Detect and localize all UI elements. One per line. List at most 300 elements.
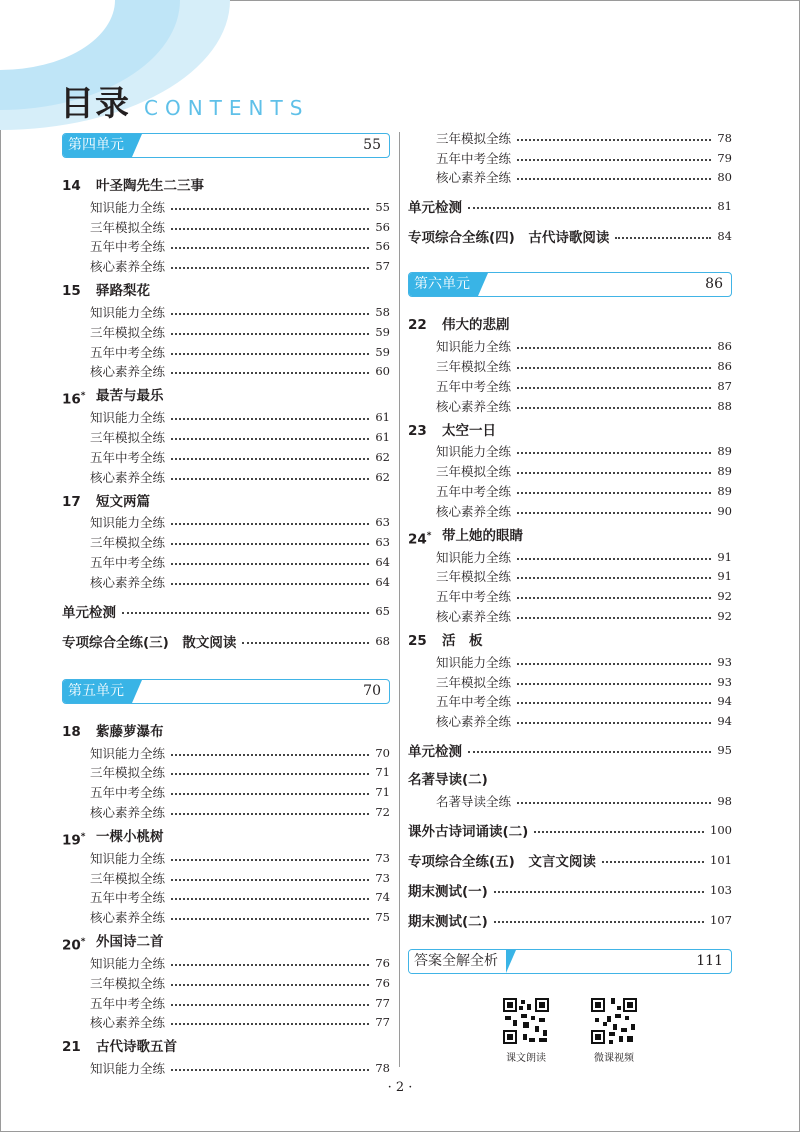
lesson-number: 20* <box>62 937 86 954</box>
entry-label: 五年中考全练 <box>436 378 512 394</box>
entry-page: 78 <box>375 1061 390 1076</box>
leader-dots <box>171 267 369 269</box>
entry-page: 76 <box>375 956 390 971</box>
entry-label: 核心素养全练 <box>90 259 166 275</box>
leader-dots <box>242 642 369 644</box>
toc-entry[interactable] <box>62 467 390 487</box>
entry-page: 65 <box>375 603 390 618</box>
lesson-14 <box>62 175 390 276</box>
entry-page: 94 <box>717 694 732 709</box>
leader-dots <box>494 891 704 893</box>
entry-label: 期末测试(二) <box>408 913 488 930</box>
entry-label: 核心素养全练 <box>90 469 166 485</box>
entry-label: 三年模拟全练 <box>436 569 512 585</box>
final-test-1[interactable] <box>408 879 732 901</box>
entry-label: 五年中考全练 <box>436 694 512 710</box>
entry-page: 92 <box>717 589 732 604</box>
entry-page: 61 <box>375 410 390 425</box>
lesson-number: 15 <box>62 283 81 300</box>
entry-label: 五年中考全练 <box>90 890 166 906</box>
qr-reading[interactable] <box>500 996 552 1066</box>
entry-page: 88 <box>717 398 732 413</box>
leader-dots <box>171 773 369 775</box>
qr-label: 课文朗读 <box>506 1053 546 1064</box>
toc-entry[interactable] <box>408 672 732 692</box>
entry-label: 单元检测 <box>408 200 462 217</box>
lesson-title[interactable] <box>62 385 390 407</box>
lesson-title[interactable] <box>62 931 390 953</box>
entry-label: 核心素养全练 <box>436 714 512 730</box>
toc-entry[interactable] <box>408 547 732 567</box>
leader-dots <box>468 207 711 209</box>
unit-label: 第四单元 <box>63 134 132 157</box>
lesson-title[interactable] <box>408 525 732 547</box>
leader-dots <box>171 984 369 986</box>
leader-dots <box>171 1023 369 1025</box>
lesson-17 <box>62 491 390 592</box>
toc-entry[interactable] <box>408 336 732 356</box>
entry-page: 71 <box>375 785 390 800</box>
lesson-25 <box>408 630 732 731</box>
toc-entry[interactable] <box>408 692 732 712</box>
leader-dots <box>517 407 711 409</box>
toc-entry[interactable] <box>408 567 732 587</box>
toc-entry[interactable] <box>408 501 732 521</box>
unit-test-entry[interactable] <box>62 600 390 622</box>
entry-page: 86 <box>717 359 732 374</box>
toc-entry[interactable] <box>62 362 390 382</box>
entry-page: 70 <box>375 745 390 760</box>
lesson-name: 短文两篇 <box>96 493 150 510</box>
entry-page: 81 <box>717 199 732 214</box>
unit-label: 第五单元 <box>63 680 132 703</box>
entry-page: 91 <box>717 569 732 584</box>
entry-page: 76 <box>375 975 390 990</box>
leader-dots <box>171 793 369 795</box>
toc-entry[interactable] <box>62 513 390 533</box>
toc-entry[interactable] <box>408 128 732 148</box>
toc-entry[interactable] <box>408 148 732 168</box>
entry-label: 核心素养全练 <box>436 609 512 625</box>
unit-header-4[interactable] <box>62 133 390 158</box>
entry-page: 79 <box>717 150 732 165</box>
toc-entry[interactable] <box>408 606 732 626</box>
leader-dots <box>171 333 369 335</box>
entry-page: 84 <box>717 229 732 244</box>
qr-label: 微课视频 <box>594 1053 634 1064</box>
leader-dots <box>517 178 711 180</box>
entry-page: 94 <box>717 714 732 729</box>
lesson-number: 22 <box>408 317 427 334</box>
entry-page: 77 <box>375 1015 390 1030</box>
entry-label: 三年模拟全练 <box>436 130 512 146</box>
toc-entry[interactable] <box>408 711 732 731</box>
lesson-number: 18 <box>62 723 81 740</box>
entry-page: 89 <box>717 464 732 479</box>
toc-entry[interactable] <box>408 461 732 481</box>
entry-page: 100 <box>710 822 732 837</box>
entry-page: 98 <box>717 794 732 809</box>
toc-entry[interactable] <box>62 782 390 802</box>
lesson-name: 古代诗歌五首 <box>96 1039 177 1056</box>
entry-page: 75 <box>375 910 390 925</box>
lesson-name: 一棵小桃树 <box>96 828 164 845</box>
leader-dots <box>171 247 369 249</box>
toc-entry[interactable] <box>62 993 390 1013</box>
toc-entry[interactable] <box>62 1058 390 1078</box>
entry-page: 55 <box>375 199 390 214</box>
unit-header-5[interactable] <box>62 679 390 704</box>
entry-label: 核心素养全练 <box>436 398 512 414</box>
entry-label: 核心素养全练 <box>436 170 512 186</box>
answers-header[interactable] <box>408 949 732 974</box>
entry-label: 五年中考全练 <box>90 555 166 571</box>
entry-label: 核心素养全练 <box>90 574 166 590</box>
entry-label: 知识能力全练 <box>90 410 166 426</box>
leader-dots <box>171 478 369 480</box>
leader-dots <box>517 139 711 141</box>
entry-label: 课外古诗词诵读(二) <box>408 823 529 840</box>
lesson-number: 25 <box>408 632 427 649</box>
toc-entry[interactable] <box>62 447 390 467</box>
entry-page: 64 <box>375 574 390 589</box>
page-header <box>60 76 310 124</box>
entry-page: 80 <box>717 170 732 185</box>
leader-dots <box>517 702 711 704</box>
leader-dots <box>171 754 369 756</box>
lesson-19 <box>62 826 390 927</box>
lesson-16 <box>62 385 390 486</box>
lesson-name: 最苦与最乐 <box>96 388 164 405</box>
toc-entry[interactable] <box>62 953 390 973</box>
entry-page: 73 <box>375 850 390 865</box>
final-test-2[interactable] <box>408 909 732 931</box>
entry-page: 93 <box>717 674 732 689</box>
entry-label: 核心素养全练 <box>90 910 166 926</box>
lesson-name: 名著导读(二) <box>408 772 488 789</box>
special-practice-4[interactable] <box>408 225 732 247</box>
lesson-name: 外国诗二首 <box>96 934 164 951</box>
lesson-name: 叶圣陶先生二三事 <box>96 178 204 194</box>
lesson-title[interactable] <box>408 630 732 652</box>
entry-page: 64 <box>375 555 390 570</box>
entry-label: 单元检测 <box>62 604 116 621</box>
toc-entry[interactable] <box>62 256 390 276</box>
leader-dots <box>171 372 369 374</box>
entry-label: 三年模拟全练 <box>90 870 166 886</box>
toc-entry[interactable] <box>62 217 390 237</box>
page-subtitle: CONTENTS <box>144 96 310 120</box>
leader-dots <box>171 438 369 440</box>
special-practice-5[interactable] <box>408 849 732 871</box>
unit-page: 86 <box>705 276 723 293</box>
entry-page: 86 <box>717 339 732 354</box>
leader-dots <box>517 512 711 514</box>
toc-entry[interactable] <box>62 552 390 572</box>
entry-page: 90 <box>717 503 732 518</box>
toc-entry[interactable] <box>62 973 390 993</box>
qr-video[interactable] <box>588 996 640 1066</box>
entry-label: 三年模拟全练 <box>90 324 166 340</box>
leader-dots <box>517 347 711 349</box>
entry-page: 93 <box>717 654 732 669</box>
entry-page: 107 <box>710 912 732 927</box>
toc-entry[interactable] <box>62 848 390 868</box>
toc-entry[interactable] <box>62 407 390 427</box>
leader-dots <box>517 802 711 804</box>
classic-reading <box>408 769 732 811</box>
entry-label: 五年中考全练 <box>436 484 512 500</box>
leader-dots <box>171 523 369 525</box>
entry-page: 78 <box>717 130 732 145</box>
lesson-15 <box>62 280 390 381</box>
entry-label: 知识能力全练 <box>90 956 166 972</box>
leader-dots <box>517 159 711 161</box>
leader-dots <box>171 859 369 861</box>
toc-entry[interactable] <box>62 802 390 822</box>
entry-page: 63 <box>375 535 390 550</box>
entry-page: 59 <box>375 324 390 339</box>
leader-dots <box>122 612 369 614</box>
entry-label: 三年模拟全练 <box>90 430 166 446</box>
leader-dots <box>171 1069 369 1071</box>
unit-page: 70 <box>363 682 381 699</box>
entry-label: 知识能力全练 <box>90 1061 166 1077</box>
lesson-18 <box>62 721 390 822</box>
entry-label: 知识能力全练 <box>90 515 166 531</box>
entry-page: 73 <box>375 870 390 885</box>
lesson-title[interactable] <box>62 826 390 848</box>
lesson-title[interactable] <box>408 314 732 336</box>
lesson-number: 23 <box>408 422 427 439</box>
lesson-title[interactable] <box>62 280 390 302</box>
leader-dots <box>517 367 711 369</box>
entry-label: 知识能力全练 <box>436 654 512 670</box>
entry-page: 72 <box>375 805 390 820</box>
toc-entry[interactable] <box>62 743 390 763</box>
lesson-number: 17 <box>62 493 81 510</box>
leader-dots <box>517 387 711 389</box>
entry-page: 62 <box>375 469 390 484</box>
entry-label: 核心素养全练 <box>90 364 166 380</box>
page-title: 目录 <box>60 84 130 124</box>
lesson-number: 16* <box>62 391 86 408</box>
entry-page: 95 <box>717 743 732 758</box>
entry-label: 专项综合全练(三) 散文阅读 <box>62 634 237 651</box>
entry-page: 103 <box>710 882 732 897</box>
toc-entry[interactable] <box>408 356 732 376</box>
leader-dots <box>171 418 369 420</box>
leader-dots <box>534 831 704 833</box>
lesson-name: 太空一日 <box>442 422 496 439</box>
leader-dots <box>171 1004 369 1006</box>
column-divider <box>399 132 400 1067</box>
leader-dots <box>517 683 711 685</box>
entry-label: 核心素养全练 <box>90 805 166 821</box>
leader-dots <box>517 472 711 474</box>
lesson-number: 19* <box>62 831 86 849</box>
entry-label: 五年中考全练 <box>90 449 166 465</box>
entry-page: 101 <box>710 852 732 867</box>
lesson-name: 带上她的眼睛 <box>442 527 523 544</box>
entry-page: 77 <box>375 995 390 1010</box>
entry-label: 知识能力全练 <box>90 850 166 866</box>
leader-dots <box>494 921 704 923</box>
leader-dots <box>171 353 369 355</box>
toc-entry[interactable] <box>62 763 390 783</box>
qr-codes <box>500 996 640 1066</box>
entry-page: 60 <box>375 364 390 379</box>
toc-entry[interactable] <box>62 197 390 217</box>
leader-dots <box>171 208 369 210</box>
poetry-entry[interactable] <box>408 819 732 841</box>
leader-dots <box>171 879 369 881</box>
lesson-number: 24* <box>408 530 432 548</box>
toc-entry[interactable] <box>62 342 390 362</box>
entry-label: 三年模拟全练 <box>90 765 166 781</box>
leader-dots <box>171 583 369 585</box>
entry-label: 五年中考全练 <box>90 995 166 1011</box>
lesson-title[interactable] <box>62 721 390 743</box>
leader-dots <box>171 313 369 315</box>
toc-entry[interactable] <box>62 1013 390 1033</box>
special-practice-3[interactable] <box>62 630 390 652</box>
entry-page: 57 <box>375 259 390 274</box>
entry-label: 名著导读全练 <box>436 794 512 810</box>
leader-dots <box>171 228 369 230</box>
entry-label: 期末测试(一) <box>408 883 488 900</box>
entry-page: 92 <box>717 609 732 624</box>
toc-entry[interactable] <box>62 302 390 322</box>
entry-label: 五年中考全练 <box>90 239 166 255</box>
toc-entry[interactable] <box>62 888 390 908</box>
leader-dots <box>517 597 711 599</box>
leader-dots <box>517 492 711 494</box>
entry-label: 五年中考全练 <box>436 589 512 605</box>
entry-label: 三年模拟全练 <box>436 464 512 480</box>
unit-page: 111 <box>696 952 723 969</box>
toc-entry[interactable] <box>62 322 390 342</box>
lesson-title[interactable] <box>408 420 732 442</box>
entry-label: 三年模拟全练 <box>90 535 166 551</box>
entry-page: 59 <box>375 344 390 359</box>
toc-entry[interactable] <box>62 532 390 552</box>
toc-entry[interactable] <box>408 168 732 188</box>
entry-page: 63 <box>375 515 390 530</box>
toc-entry[interactable] <box>408 652 732 672</box>
entry-page: 89 <box>717 484 732 499</box>
leader-dots <box>171 813 369 815</box>
leader-dots <box>517 617 711 619</box>
page-number: · 2 · <box>387 1080 413 1095</box>
classic-reading-title[interactable] <box>408 769 732 791</box>
unit-label: 第六单元 <box>409 273 478 296</box>
unit-label: 答案全解全析 <box>409 950 506 973</box>
entry-page: 56 <box>375 239 390 254</box>
leader-dots <box>517 722 711 724</box>
entry-label: 五年中考全练 <box>90 785 166 801</box>
toc-entry[interactable] <box>408 376 732 396</box>
entry-label: 三年模拟全练 <box>436 359 512 375</box>
toc-entry[interactable] <box>408 586 732 606</box>
entry-label: 三年模拟全练 <box>90 975 166 991</box>
lesson-title[interactable] <box>62 175 390 197</box>
lesson-name: 驿路梨花 <box>96 283 150 300</box>
toc-entry[interactable] <box>62 907 390 927</box>
lesson-number: 14 <box>62 178 81 194</box>
leader-dots <box>171 543 369 545</box>
unit-test-entry[interactable] <box>408 195 732 217</box>
entry-page: 68 <box>375 633 390 648</box>
left-column <box>62 133 390 1078</box>
entry-page: 71 <box>375 765 390 780</box>
entry-page: 91 <box>717 549 732 564</box>
leader-dots <box>602 861 704 863</box>
entry-page: 58 <box>375 305 390 320</box>
leader-dots <box>171 918 369 920</box>
qr-code-icon <box>589 996 639 1046</box>
right-column <box>408 128 732 991</box>
entry-page: 62 <box>375 449 390 464</box>
leader-dots <box>171 563 369 565</box>
entry-page: 56 <box>375 219 390 234</box>
entry-label: 五年中考全练 <box>436 150 512 166</box>
qr-code-icon <box>501 996 551 1046</box>
lesson-23 <box>408 420 732 521</box>
entry-label: 知识能力全练 <box>90 199 166 215</box>
entry-page: 89 <box>717 444 732 459</box>
toc-entry[interactable] <box>62 868 390 888</box>
unit-header-6[interactable] <box>408 272 732 297</box>
entry-label: 知识能力全练 <box>436 549 512 565</box>
leader-dots <box>468 751 711 753</box>
toc-entry[interactable] <box>408 791 732 811</box>
toc-entry[interactable] <box>408 481 732 501</box>
entry-label: 单元检测 <box>408 744 462 761</box>
lesson-name: 紫藤萝瀑布 <box>96 723 164 740</box>
toc-entry[interactable] <box>62 237 390 257</box>
entry-label: 三年模拟全练 <box>436 674 512 690</box>
lesson-name: 伟大的悲剧 <box>442 317 510 334</box>
toc-entry[interactable] <box>408 396 732 416</box>
entry-label: 专项综合全练(五) 文言文阅读 <box>408 853 596 870</box>
lesson-21 <box>62 1036 390 1078</box>
lesson-21-continued <box>408 128 732 187</box>
lesson-24 <box>408 525 732 626</box>
lesson-title[interactable] <box>62 1036 390 1058</box>
unit-page: 55 <box>363 137 381 153</box>
entry-label: 知识能力全练 <box>436 339 512 355</box>
lesson-title[interactable] <box>62 491 390 513</box>
leader-dots <box>171 898 369 900</box>
lesson-number: 21 <box>62 1039 81 1056</box>
toc-entry[interactable] <box>62 427 390 447</box>
lesson-name: 活 板 <box>442 632 483 649</box>
leader-dots <box>171 458 369 460</box>
entry-label: 核心素养全练 <box>90 1015 166 1031</box>
entry-label: 知识能力全练 <box>436 444 512 460</box>
entry-label: 核心素养全练 <box>436 503 512 519</box>
unit-test-entry[interactable] <box>408 739 732 761</box>
leader-dots <box>517 577 711 579</box>
lesson-22 <box>408 314 732 415</box>
toc-entry[interactable] <box>62 572 390 592</box>
entry-label: 专项综合全练(四) 古代诗歌阅读 <box>408 230 610 247</box>
toc-entry[interactable] <box>408 442 732 462</box>
entry-label: 知识能力全练 <box>90 745 166 761</box>
entry-label: 五年中考全练 <box>90 344 166 360</box>
leader-dots <box>517 452 711 454</box>
